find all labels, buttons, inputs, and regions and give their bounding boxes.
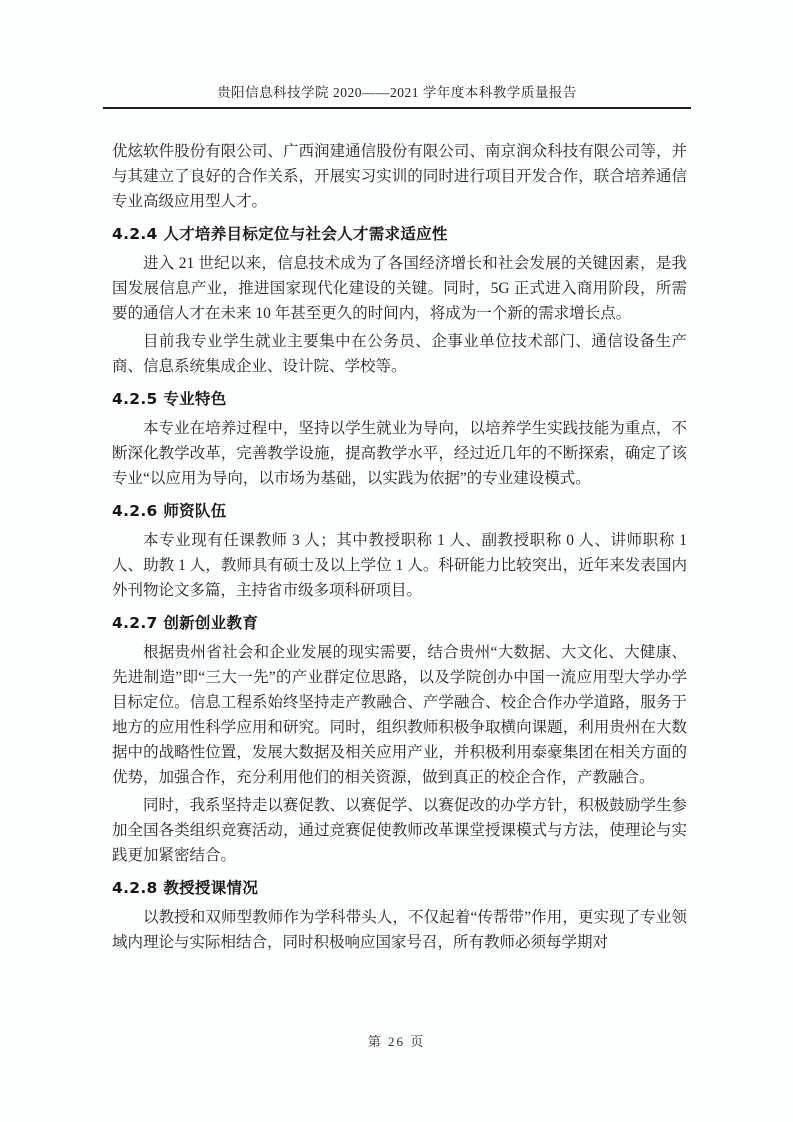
running-head bbox=[103, 84, 691, 109]
heading-4-2-4-talent-target: 4.2.4 人才培养目标定位与社会人才需求适应性 bbox=[112, 225, 448, 243]
paragraph-faculty-statistics: 本专业现有任课教师 3 人；其中教授职称 1 人、副教授职称 0 人、讲师职称 1 人、助教 1 人，教师具有硕士及以上学位 1 人。科研能力比较突出，近年来发表国内外刊物论文多篇，主持省市级多项科研项目。 bbox=[112, 532, 687, 599]
document-body bbox=[112, 139, 687, 955]
paragraph-competition-teaching: 同时，我系坚持走以赛促教、以赛促学、以赛促改的办学方针，积极鼓励学生参加全国各类组织竞赛活动，通过竞赛促使教师改革课堂授课模式与方法，使理论与实践更加紧密结合。 bbox=[112, 797, 687, 864]
heading-4-2-5-major-features: 4.2.5 专业特色 bbox=[112, 390, 227, 408]
heading-4-2-6-faculty-team: 4.2.6 师资队伍 bbox=[112, 502, 227, 520]
report-title: 贵阳信息科技学院 2020——2021 学年度本科教学质量报告 bbox=[217, 85, 577, 100]
heading-4-2-8-professor-teaching: 4.2.8 教授授课情况 bbox=[112, 879, 259, 897]
paragraph-employment-fields: 目前我专业学生就业主要集中在公务员、企事业单位技术部门、通信设备生产商、信息系统集成企业、设计院、学校等。 bbox=[112, 333, 687, 375]
paragraph-training-model: 本专业在培养过程中，坚持以学生就业为导向，以培养学生实践技能为重点，不断深化教学改革，完善教学设施，提高教学水平，经过近几年的不断探索，确定了该专业“以应用为导向，以市场为基础，以实践为依据”的专业建设模式。 bbox=[112, 420, 687, 487]
page-number: 第 26 页 bbox=[367, 1034, 426, 1049]
paragraph-professor-leadership: 以教授和双师型教师作为学科带头人，不仅起着“传帮带”作用，更实现了专业领域内理论与实际相结合，同时积极响应国家号召，所有教师必须每学期对 bbox=[112, 909, 687, 951]
heading-4-2-7-innovation-education: 4.2.7 创新创业教育 bbox=[112, 614, 259, 632]
paragraph-21st-century-5g: 进入 21 世纪以来，信息技术成为了各国经济增长和社会发展的关键因素，是我国发展信息产业，推进国家现代化建设的关键。同时，5G 正式进入商用阶段，所需要的通信人才在未来 10 年甚至更久的时间内，将成为一个新的需求增长点。 bbox=[112, 255, 687, 322]
paragraph-company-cooperation: 优炫软件股份有限公司、广西润建通信股份有限公司、南京润众科技有限公司等，并与其建立了良好的合作关系，开展实习实训的同时进行项目开发合作，联合培养通信专业高级应用型人才。 bbox=[112, 143, 687, 210]
paragraph-guizhou-industry-positioning: 根据贵州省社会和企业发展的现实需要，结合贵州“大数据、大文化、大健康、先进制造”即“三大一先”的产业群定位思路，以及学院创办中国一流应用型大学办学目标定位。信息工程系始终坚持走产教融合、产学融合、校企合作办学道路，服务于地方的应用性科学应用和研究。同时，组织教师积极争取横向课题，利用贵州在大数据中的战略性位置，发展大数据及相关应用产业，并积极利用泰豪集团在相关方面的优势，加强合作，充分利用他们的相关资源，做到真正的校企合作，产教融合。 bbox=[112, 644, 687, 786]
